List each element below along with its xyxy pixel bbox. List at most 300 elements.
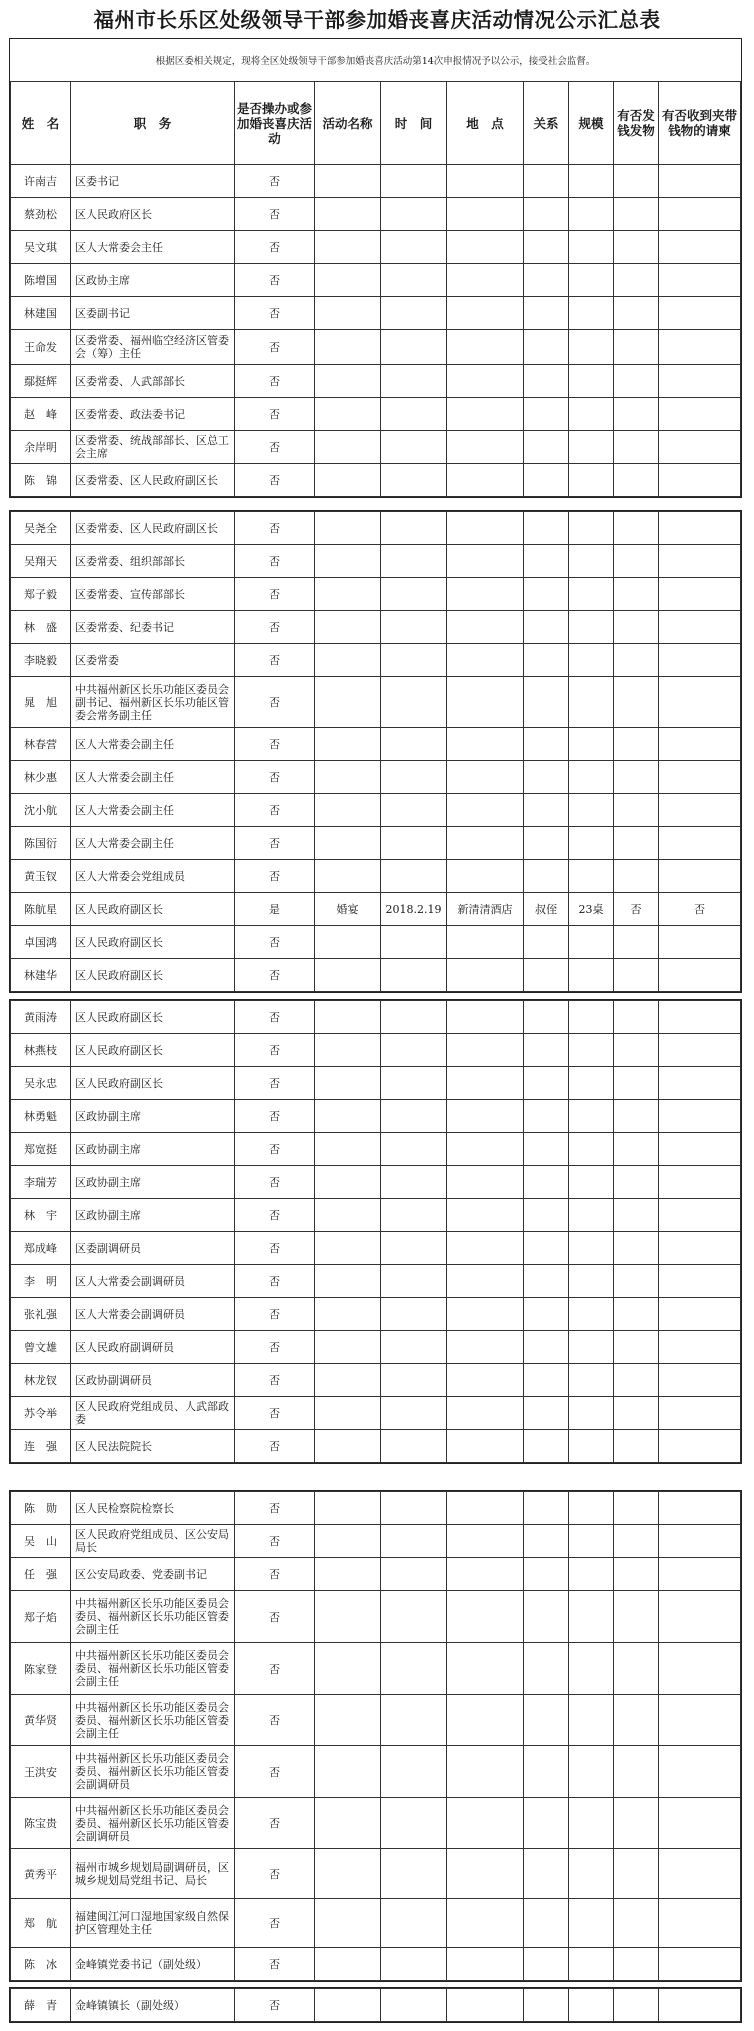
cell-activity: 婚宴	[315, 893, 381, 926]
cell-position: 中共福州新区长乐功能区委员会副书记、福州新区长乐功能区管委会常务副主任	[71, 677, 235, 728]
cell-gift-money	[614, 1525, 659, 1558]
cell-name: 薛 青	[11, 1989, 71, 2022]
cell-received	[659, 578, 741, 611]
table-row	[11, 677, 741, 728]
cell-time	[381, 959, 447, 992]
cell-position: 区人民政府区长	[71, 198, 235, 231]
cell-received	[659, 512, 741, 545]
column-header-place: 地 点	[447, 82, 524, 165]
cell-hosted: 否	[235, 297, 315, 330]
cell-hosted: 否	[235, 165, 315, 198]
cell-scale	[569, 464, 614, 497]
cell-activity	[315, 728, 381, 761]
cell-gift-money	[614, 1397, 659, 1430]
cell-place	[447, 578, 524, 611]
cell-activity	[315, 1199, 381, 1232]
cell-time	[381, 1034, 447, 1067]
cell-place	[447, 611, 524, 644]
cell-position: 区委常委、统战部部长、区总工会主席	[71, 431, 235, 464]
column-header-name: 姓 名	[11, 82, 71, 165]
cell-relation	[524, 545, 569, 578]
cell-received	[659, 1492, 741, 1525]
cell-place	[447, 1492, 524, 1525]
cell-hosted: 否	[235, 398, 315, 431]
cell-gift-money	[614, 198, 659, 231]
cell-hosted: 否	[235, 1232, 315, 1265]
cell-scale	[569, 1525, 614, 1558]
table-row	[11, 1492, 741, 1525]
cell-relation	[524, 860, 569, 893]
cell-gift-money	[614, 644, 659, 677]
table-row	[11, 794, 741, 827]
table-row	[11, 1849, 741, 1899]
cell-place	[447, 1298, 524, 1331]
table-row	[11, 1643, 741, 1695]
cell-place	[447, 794, 524, 827]
cell-scale	[569, 1067, 614, 1100]
cell-activity	[315, 1989, 381, 2022]
cell-activity	[315, 959, 381, 992]
cell-scale	[569, 1133, 614, 1166]
cell-position: 区政协副主席	[71, 1166, 235, 1199]
cell-name: 赵 峰	[11, 398, 71, 431]
cell-gift-money	[614, 1989, 659, 2022]
cell-received	[659, 1001, 741, 1034]
cell-position: 区委书记	[71, 165, 235, 198]
cell-position: 区人民政府党组成员、人武部政委	[71, 1397, 235, 1430]
cell-place	[447, 1034, 524, 1067]
cell-scale	[569, 1746, 614, 1798]
cell-relation	[524, 165, 569, 198]
cell-activity	[315, 677, 381, 728]
cell-time	[381, 1798, 447, 1849]
cell-activity	[315, 1430, 381, 1463]
cell-activity	[315, 1331, 381, 1364]
cell-position: 区政协副主席	[71, 1100, 235, 1133]
cell-received	[659, 677, 741, 728]
cell-relation	[524, 578, 569, 611]
cell-place	[447, 198, 524, 231]
cell-received	[659, 611, 741, 644]
table-row	[11, 231, 741, 264]
cell-received	[659, 1591, 741, 1643]
cell-place	[447, 1948, 524, 1981]
table-row	[11, 926, 741, 959]
table-row	[11, 198, 741, 231]
cell-activity	[315, 330, 381, 365]
column-header-hosted: 是否操办或参加婚丧喜庆活动	[235, 82, 315, 165]
cell-place	[447, 959, 524, 992]
cell-position: 区委常委	[71, 644, 235, 677]
cell-hosted: 否	[235, 464, 315, 497]
cell-name: 陈 锦	[11, 464, 71, 497]
cell-gift-money	[614, 1265, 659, 1298]
cell-position: 福州市城乡规划局副调研员，区城乡规划局党组书记、局长	[71, 1849, 235, 1899]
cell-name: 林建华	[11, 959, 71, 992]
cell-received	[659, 1133, 741, 1166]
cell-place	[447, 1899, 524, 1948]
cell-name: 李瑞芳	[11, 1166, 71, 1199]
cell-received	[659, 959, 741, 992]
cell-time	[381, 165, 447, 198]
cell-received	[659, 926, 741, 959]
cell-relation	[524, 1364, 569, 1397]
column-header-scale: 规模	[569, 82, 614, 165]
cell-relation	[524, 431, 569, 464]
cell-gift-money	[614, 1798, 659, 1849]
cell-activity	[315, 1525, 381, 1558]
cell-scale	[569, 1199, 614, 1232]
cell-position: 中共福州新区长乐功能区委员会委员、福州新区长乐功能区管委会副调研员	[71, 1746, 235, 1798]
cell-time	[381, 231, 447, 264]
cell-received	[659, 860, 741, 893]
cell-hosted: 否	[235, 677, 315, 728]
cell-received	[659, 545, 741, 578]
cell-activity	[315, 398, 381, 431]
cell-hosted: 否	[235, 1298, 315, 1331]
cell-time	[381, 512, 447, 545]
cell-name: 陈航星	[11, 893, 71, 926]
cell-place	[447, 1989, 524, 2022]
cell-relation	[524, 1746, 569, 1798]
table-row	[11, 1265, 741, 1298]
cell-position: 区委常委、区人民政府副区长	[71, 512, 235, 545]
cell-received	[659, 1695, 741, 1746]
cell-gift-money	[614, 926, 659, 959]
cell-activity	[315, 1067, 381, 1100]
cell-activity	[315, 1492, 381, 1525]
cell-scale	[569, 1591, 614, 1643]
cell-activity	[315, 1100, 381, 1133]
cell-time	[381, 1067, 447, 1100]
table-section	[9, 38, 742, 498]
column-header-activity: 活动名称	[315, 82, 381, 165]
cell-gift-money	[614, 1430, 659, 1463]
cell-hosted: 否	[235, 611, 315, 644]
cell-received	[659, 1331, 741, 1364]
cell-time	[381, 1525, 447, 1558]
cell-gift-money	[614, 1364, 659, 1397]
cell-relation	[524, 611, 569, 644]
page-title: 福州市长乐区处级领导干部参加婚丧喜庆活动情况公示汇总表	[93, 8, 661, 32]
cell-gift-money	[614, 959, 659, 992]
cell-name: 陈 勋	[11, 1492, 71, 1525]
table-row	[11, 578, 741, 611]
table-row	[11, 264, 741, 297]
cell-activity	[315, 1695, 381, 1746]
cell-scale	[569, 794, 614, 827]
cell-scale	[569, 1001, 614, 1034]
cell-place	[447, 677, 524, 728]
cell-name: 郑宽挺	[11, 1133, 71, 1166]
cell-gift-money	[614, 578, 659, 611]
cell-name: 吴 山	[11, 1525, 71, 1558]
cell-received	[659, 198, 741, 231]
table-row	[11, 1331, 741, 1364]
cell-name: 林燕枝	[11, 1034, 71, 1067]
cell-time	[381, 1899, 447, 1948]
cell-activity	[315, 794, 381, 827]
cell-relation	[524, 1298, 569, 1331]
cell-place	[447, 1331, 524, 1364]
cell-name: 卓国鸿	[11, 926, 71, 959]
cell-scale	[569, 431, 614, 464]
cell-activity	[315, 926, 381, 959]
cell-activity	[315, 464, 381, 497]
cell-name: 张礼强	[11, 1298, 71, 1331]
cell-activity	[315, 1265, 381, 1298]
cell-place	[447, 431, 524, 464]
cell-hosted: 否	[235, 1364, 315, 1397]
cell-name: 林 盛	[11, 611, 71, 644]
cell-place	[447, 1849, 524, 1899]
cell-relation	[524, 728, 569, 761]
cell-time	[381, 1364, 447, 1397]
cell-received	[659, 1899, 741, 1948]
cell-activity	[315, 198, 381, 231]
cell-scale	[569, 926, 614, 959]
table-section	[9, 999, 742, 1464]
cell-position: 区人大常委会党组成员	[71, 860, 235, 893]
cell-hosted: 否	[235, 1265, 315, 1298]
cell-name: 鄢挺辉	[11, 365, 71, 398]
cell-scale	[569, 1331, 614, 1364]
cell-relation	[524, 398, 569, 431]
cell-received	[659, 1430, 741, 1463]
column-header-relation: 关系	[524, 82, 569, 165]
cell-name: 吴翔天	[11, 545, 71, 578]
cell-activity	[315, 644, 381, 677]
cell-gift-money	[614, 1100, 659, 1133]
cell-time	[381, 1558, 447, 1591]
cell-received	[659, 728, 741, 761]
cell-scale	[569, 1397, 614, 1430]
column-header-received: 有否收到夹带钱物的请柬	[659, 82, 741, 165]
cell-time	[381, 398, 447, 431]
cell-place	[447, 1430, 524, 1463]
cell-position: 区政协副主席	[71, 1133, 235, 1166]
cell-gift-money	[614, 860, 659, 893]
cell-gift-money	[614, 330, 659, 365]
cell-relation	[524, 1331, 569, 1364]
cell-name: 许南吉	[11, 165, 71, 198]
cell-scale	[569, 264, 614, 297]
column-header-gift-money: 有否发钱发物	[614, 82, 659, 165]
cell-gift-money	[614, 794, 659, 827]
cell-received	[659, 264, 741, 297]
table-row	[11, 1232, 741, 1265]
table-section	[9, 1490, 742, 1982]
cell-time	[381, 827, 447, 860]
cell-relation	[524, 644, 569, 677]
cell-place	[447, 1166, 524, 1199]
cell-received	[659, 1849, 741, 1899]
cell-place	[447, 545, 524, 578]
cell-name: 郑成峰	[11, 1232, 71, 1265]
cell-relation	[524, 959, 569, 992]
cell-name: 余岸明	[11, 431, 71, 464]
cell-activity	[315, 1591, 381, 1643]
cell-hosted: 否	[235, 1133, 315, 1166]
cell-time	[381, 1746, 447, 1798]
cell-scale	[569, 761, 614, 794]
cell-hosted: 否	[235, 1525, 315, 1558]
cell-scale	[569, 959, 614, 992]
cell-time	[381, 644, 447, 677]
table-row	[11, 644, 741, 677]
cell-relation	[524, 1034, 569, 1067]
column-header-time: 时 间	[381, 82, 447, 165]
cell-place	[447, 644, 524, 677]
table-row	[11, 1364, 741, 1397]
cell-relation	[524, 1397, 569, 1430]
cell-name: 曾文雄	[11, 1331, 71, 1364]
cell-relation	[524, 1899, 569, 1948]
cell-time	[381, 860, 447, 893]
cell-place	[447, 1001, 524, 1034]
cell-hosted: 否	[235, 1100, 315, 1133]
cell-hosted: 否	[235, 1166, 315, 1199]
cell-position: 中共福州新区长乐功能区委员会委员、福州新区长乐功能区管委会副主任	[71, 1695, 235, 1746]
cell-place	[447, 1558, 524, 1591]
cell-name: 任 强	[11, 1558, 71, 1591]
cell-received	[659, 1948, 741, 1981]
cell-hosted: 是	[235, 893, 315, 926]
table-row	[11, 860, 741, 893]
cell-received	[659, 1364, 741, 1397]
cell-position: 区人大常委会副主任	[71, 794, 235, 827]
table-row	[11, 297, 741, 330]
cell-gift-money	[614, 1695, 659, 1746]
cell-place	[447, 1232, 524, 1265]
cell-hosted: 否	[235, 1199, 315, 1232]
cell-hosted: 否	[235, 1899, 315, 1948]
table-row	[11, 512, 741, 545]
cell-received	[659, 827, 741, 860]
table-row	[11, 1100, 741, 1133]
cell-scale	[569, 827, 614, 860]
cell-place	[447, 231, 524, 264]
cell-relation	[524, 1643, 569, 1695]
cell-place	[447, 1643, 524, 1695]
cell-name: 郑子毅	[11, 578, 71, 611]
cell-received	[659, 297, 741, 330]
cell-gift-money	[614, 1133, 659, 1166]
cell-position: 金峰镇党委书记（副处级）	[71, 1948, 235, 1981]
cell-relation	[524, 1492, 569, 1525]
cell-name: 沈小航	[11, 794, 71, 827]
cell-time	[381, 1492, 447, 1525]
cell-activity	[315, 611, 381, 644]
cell-place	[447, 464, 524, 497]
cell-position: 区委常委、纪委书记	[71, 611, 235, 644]
cell-time	[381, 1166, 447, 1199]
cell-position: 中共福州新区长乐功能区委员会委员、福州新区长乐功能区管委会副主任	[71, 1591, 235, 1643]
cell-position: 区人民政府副区长	[71, 1001, 235, 1034]
cell-place	[447, 1265, 524, 1298]
cell-time	[381, 1849, 447, 1899]
column-header-position: 职 务	[71, 82, 235, 165]
table-row	[11, 893, 741, 926]
cell-hosted: 否	[235, 1331, 315, 1364]
cell-hosted: 否	[235, 827, 315, 860]
cell-place	[447, 1100, 524, 1133]
cell-activity	[315, 1899, 381, 1948]
cell-time	[381, 926, 447, 959]
cell-relation	[524, 1989, 569, 2022]
cell-name: 林建国	[11, 297, 71, 330]
cell-received	[659, 1397, 741, 1430]
cell-gift-money	[614, 545, 659, 578]
cell-hosted: 否	[235, 1746, 315, 1798]
cell-received	[659, 761, 741, 794]
cell-gift-money	[614, 1746, 659, 1798]
cell-position: 中共福州新区长乐功能区委员会委员、福州新区长乐功能区管委会副调研员	[71, 1798, 235, 1849]
cell-place	[447, 264, 524, 297]
cell-name: 李 明	[11, 1265, 71, 1298]
cell-received	[659, 794, 741, 827]
cell-scale	[569, 297, 614, 330]
cell-position: 区委常委、组织部部长	[71, 545, 235, 578]
cell-place	[447, 165, 524, 198]
table-row	[11, 1034, 741, 1067]
cell-name: 黄雨涛	[11, 1001, 71, 1034]
cell-position: 区人民政府副区长	[71, 926, 235, 959]
table-row	[11, 1989, 741, 2022]
cell-scale	[569, 1298, 614, 1331]
table-row	[11, 1899, 741, 1948]
cell-activity	[315, 545, 381, 578]
table-section	[9, 510, 742, 993]
cell-relation	[524, 464, 569, 497]
cell-time	[381, 728, 447, 761]
cell-time	[381, 611, 447, 644]
cell-received	[659, 1989, 741, 2022]
cell-hosted: 否	[235, 1067, 315, 1100]
cell-relation	[524, 1525, 569, 1558]
cell-relation	[524, 1001, 569, 1034]
cell-time	[381, 365, 447, 398]
cell-name: 林勇魁	[11, 1100, 71, 1133]
cell-hosted: 否	[235, 198, 315, 231]
cell-hosted: 否	[235, 860, 315, 893]
cell-activity	[315, 365, 381, 398]
cell-hosted: 否	[235, 959, 315, 992]
table-row	[11, 611, 741, 644]
cell-gift-money	[614, 761, 659, 794]
cell-place	[447, 1397, 524, 1430]
cell-scale	[569, 545, 614, 578]
cell-time	[381, 1397, 447, 1430]
table-row	[11, 431, 741, 464]
cell-relation	[524, 1232, 569, 1265]
cell-relation	[524, 1166, 569, 1199]
table-row	[11, 165, 741, 198]
cell-received	[659, 1298, 741, 1331]
cell-position: 福建闽江河口湿地国家级自然保护区管理处主任	[71, 1899, 235, 1948]
cell-hosted: 否	[235, 1001, 315, 1034]
table-row	[11, 827, 741, 860]
cell-time	[381, 1430, 447, 1463]
table-row	[11, 1430, 741, 1463]
cell-activity	[315, 512, 381, 545]
table-row	[11, 959, 741, 992]
cell-place	[447, 1798, 524, 1849]
cell-activity	[315, 1034, 381, 1067]
cell-hosted: 否	[235, 794, 315, 827]
cell-position: 区政协主席	[71, 264, 235, 297]
cell-received	[659, 1166, 741, 1199]
